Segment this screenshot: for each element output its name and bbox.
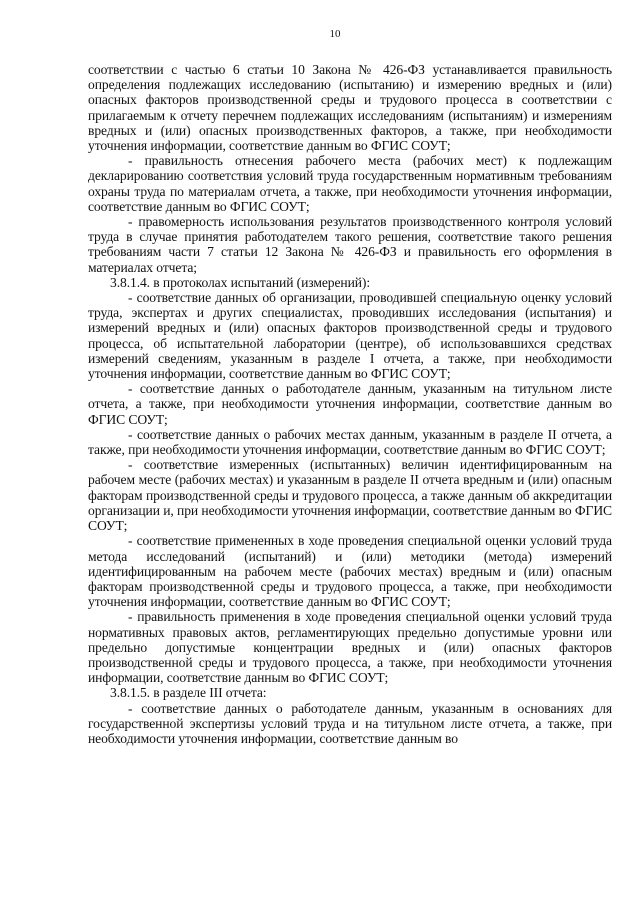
paragraph: - правильность применения в ходе проведения специальной оценки условий труда нормативных правовых актов, регламентирующих предельно допустимые уровни или предельно допустимые концентрации вредных и (или) опасных факторов производственной среды и трудового процесса, а также, при необходимости уточнения информации, соответствие данным во ФГИС СОУТ; (88, 609, 612, 686)
paragraph: - соответствие измеренных (испытанных) величин идентифицированным на рабочем месте (рабочих местах) и указанным в разделе II отчета вредным и (или) опасным факторам производственной среды и трудового процесса, а также данным об аккредитации организации и, при необходимости уточнения информации, соответствие данным во ФГИС СОУТ; (88, 457, 612, 534)
page-number: 10 (329, 28, 341, 40)
body-text (88, 62, 612, 746)
paragraph: - соответствие примененных в ходе проведения специальной оценки условий труда метода исследований (испытаний) и (или) методики (метода) измерений идентифицированным на рабочем месте (рабочих местах) вредным и (или) опасным факторам производственной среды и трудового процесса, а также, при необходимости уточнения информации, соответствие данным во ФГИС СОУТ; (88, 533, 612, 610)
section-heading: 3.8.1.4. в протоколах испытаний (измерений): (110, 274, 371, 290)
paragraph: соответствии с частью 6 статьи 10 Закона № 426-ФЗ устанавливается правильность определения подлежащих исследованию (испытанию) и измерению вредных и (или) опасных факторов производственной среды и трудового процесса в соответствии с прилагаемым к отчету перечнем подлежащих исследованиям (испытаниям) и измерениям вредных и (или) опасных производственных факторов, а также, при необходимости уточнения информации, соответствие данным во ФГИС СОУТ; (88, 62, 612, 154)
paragraph: - соответствие данных о рабочих местах данным, указанным в разделе II отчета, а также, при необходимости уточнения информации, соответствие данным во ФГИС СОУТ; (88, 426, 612, 458)
paragraph: - соответствие данных о работодателе данным, указанным на титульном листе отчета, а также, при необходимости уточнения информации, соответствие данным во ФГИС СОУТ; (88, 381, 612, 427)
paragraph: - соответствие данных об организации, проводившей специальную оценку условий труда, экспертах и других специалистах, проводивших исследования (испытания) и измерений вредных и (или) опасных факторов производственной среды и трудового процесса, об испытательной лаборатории (центре), об использовавшихся средствах измерений сведениям, указанным в разделе I отчета, а также, при необходимости уточнения информации, соответствие данным во ФГИС СОУТ; (88, 290, 612, 382)
paragraph: - правильность отнесения рабочего места (рабочих мест) к подлежащим декларированию соответствия условий труда государственным нормативным требованиям охраны труда по материалам отчета, а также, при необходимости уточнения информации, соответствие данным во ФГИС СОУТ; (88, 153, 612, 214)
paragraph: - соответствие данных о работодателе данным, указанным в основаниях для государственной экспертизы условий труда и на титульном листе отчета, а также, при необходимости уточнения информации, соответствие данным во (88, 700, 612, 746)
section-heading: 3.8.1.5. в разделе III отчета: (110, 685, 267, 701)
paragraph: - правомерность использования результатов производственного контроля условий труда в случае принятия работодателем такого решения, соответствие такого решения требованиям части 7 статьи 12 Закона № 426-ФЗ и правильность его оформления в материалах отчета; (88, 214, 612, 275)
